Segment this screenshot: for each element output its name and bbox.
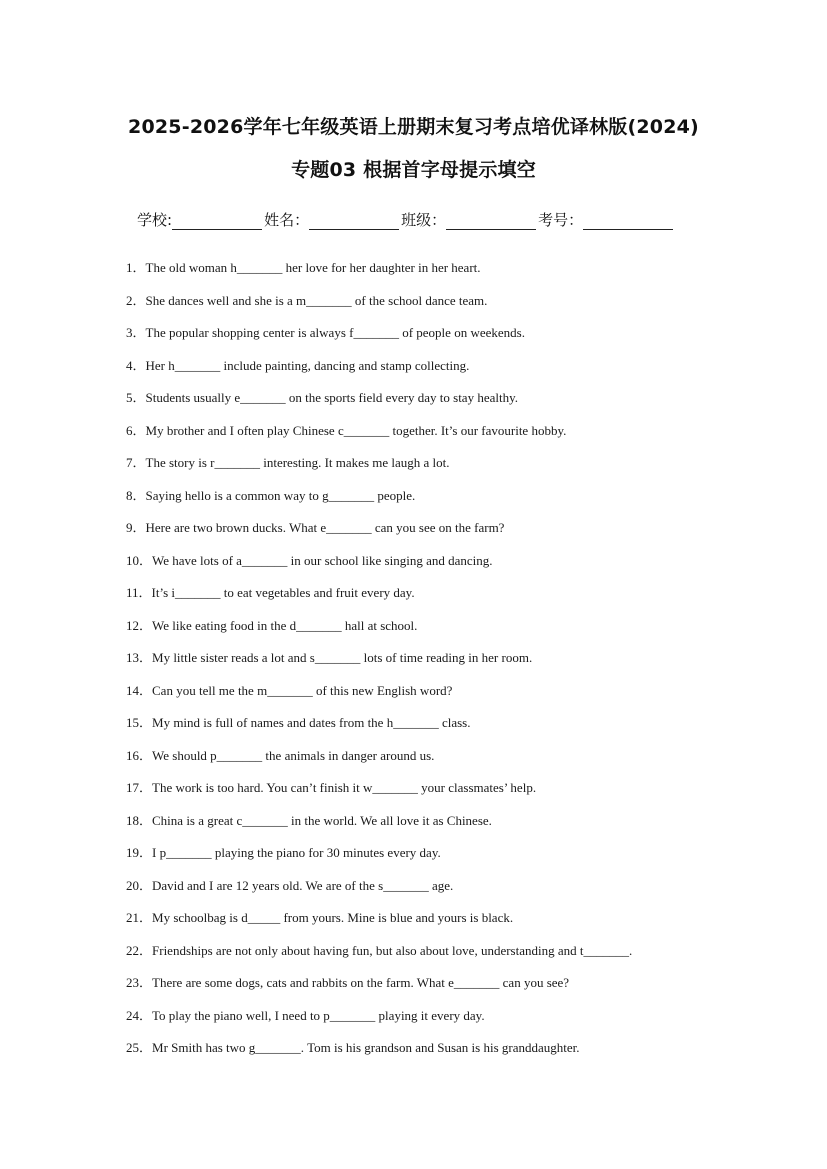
question-item <box>126 909 766 942</box>
question-item <box>126 942 766 975</box>
question-number: 16． <box>126 747 153 763</box>
question-text: Here are two brown ducks. What e_______ can you see on the farm? <box>145 520 505 535</box>
question-item <box>126 1007 766 1040</box>
question-list <box>126 259 766 1072</box>
worksheet-subtitle: 专题03 根据首字母提示填空 <box>291 159 536 181</box>
question-number: 7． <box>126 455 146 470</box>
question-number: 18． <box>126 812 153 828</box>
question-number: 11． <box>126 585 152 600</box>
question-text: We like eating food in the d_______ hall at school. <box>152 617 418 633</box>
question-text: I p_______ playing the piano for 30 minutes every day. <box>152 845 441 860</box>
question-item <box>126 812 766 845</box>
name-blank <box>309 213 399 230</box>
question-item <box>126 552 766 585</box>
question-text: The story is r_______ interesting. It makes me laugh a lot. <box>145 455 450 470</box>
question-text: We should p_______ the animals in danger around us. <box>152 747 435 763</box>
question-text: Students usually e_______ on the sports field every day to stay healthy. <box>145 390 518 405</box>
question-number: 15． <box>126 715 153 730</box>
question-text: Her h_______ include painting, dancing and stamp collecting. <box>145 357 470 373</box>
name-label: 姓名： <box>264 211 310 229</box>
question-item <box>126 454 766 487</box>
student-info-row <box>137 209 675 230</box>
question-text: My mind is full of names and dates from the h_______ class. <box>152 715 471 730</box>
question-item <box>126 324 766 357</box>
question-item <box>126 357 766 390</box>
question-number: 8． <box>126 487 146 503</box>
question-number: 13． <box>126 650 153 665</box>
question-item <box>126 649 766 682</box>
question-number: 2． <box>126 292 146 308</box>
question-item <box>126 519 766 552</box>
question-item <box>126 877 766 910</box>
question-text: Friendships are not only about having fun, but also about love, understanding and t_______. <box>152 942 633 958</box>
school-label: 学校: <box>137 211 173 229</box>
question-number: 12． <box>126 617 153 633</box>
question-number: 19． <box>126 845 153 860</box>
question-text: The old woman h_______ her love for her daughter in her heart. <box>145 260 481 275</box>
question-item <box>126 682 766 715</box>
question-item <box>126 292 766 325</box>
question-text: David and I are 12 years old. We are of the s_______ age. <box>152 877 454 893</box>
question-number: 25． <box>126 1040 153 1055</box>
question-number: 14． <box>126 682 153 698</box>
question-item <box>126 974 766 1007</box>
question-text: My little sister reads a lot and s_______ lots of time reading in her room. <box>152 650 533 665</box>
question-text: My schoolbag is d_____ from yours. Mine is blue and yours is black. <box>152 910 514 925</box>
question-text: It’s i_______ to eat vegetables and fruit every day. <box>151 585 415 600</box>
exam-number-blank <box>583 213 673 230</box>
question-text: To play the piano well, I need to p_______ playing it every day. <box>152 1007 485 1023</box>
question-item <box>126 844 766 877</box>
question-item <box>126 422 766 455</box>
question-number: 21． <box>126 910 153 925</box>
question-number: 22． <box>126 942 153 958</box>
question-item <box>126 487 766 520</box>
question-item <box>126 779 766 812</box>
question-text: The work is too hard. You can’t finish it w_______ your classmates’ help. <box>152 780 537 795</box>
question-item <box>126 389 766 422</box>
question-text: We have lots of a_______ in our school like singing and dancing. <box>152 552 493 568</box>
question-number: 4． <box>126 357 146 373</box>
class-label: 班级： <box>401 211 447 229</box>
school-blank <box>172 213 262 230</box>
question-number: 10． <box>126 552 153 568</box>
question-number: 1． <box>126 260 146 275</box>
question-number: 5． <box>126 390 146 405</box>
question-item <box>126 259 766 292</box>
question-item <box>126 584 766 617</box>
question-item <box>126 1039 766 1072</box>
exam-number-label: 考号： <box>538 211 584 229</box>
question-item <box>126 617 766 650</box>
question-text: Can you tell me the m_______ of this new English word? <box>152 682 453 698</box>
question-number: 17． <box>126 780 153 795</box>
question-number: 6． <box>126 422 146 438</box>
question-text: My brother and I often play Chinese c_______ together. It’s our favourite hobby. <box>145 422 567 438</box>
question-number: 3． <box>126 325 146 340</box>
question-number: 9． <box>126 520 146 535</box>
question-item <box>126 747 766 780</box>
question-text: The popular shopping center is always f_______ of people on weekends. <box>145 325 525 340</box>
question-number: 24． <box>126 1007 153 1023</box>
worksheet-title: 2025-2026学年七年级英语上册期末复习考点培优译林版(2024) <box>128 116 699 138</box>
question-text: Saying hello is a common way to g_______ people. <box>145 487 416 503</box>
question-text: Mr Smith has two g_______. Tom is his grandson and Susan is his granddaughter. <box>152 1040 580 1055</box>
question-text: There are some dogs, cats and rabbits on the farm. What e_______ can you see? <box>152 975 570 990</box>
question-number: 23． <box>126 975 153 990</box>
question-number: 20． <box>126 877 153 893</box>
class-blank <box>446 213 536 230</box>
question-item <box>126 714 766 747</box>
question-text: She dances well and she is a m_______ of the school dance team. <box>145 292 488 308</box>
question-text: China is a great c_______ in the world. We all love it as Chinese. <box>152 812 492 828</box>
